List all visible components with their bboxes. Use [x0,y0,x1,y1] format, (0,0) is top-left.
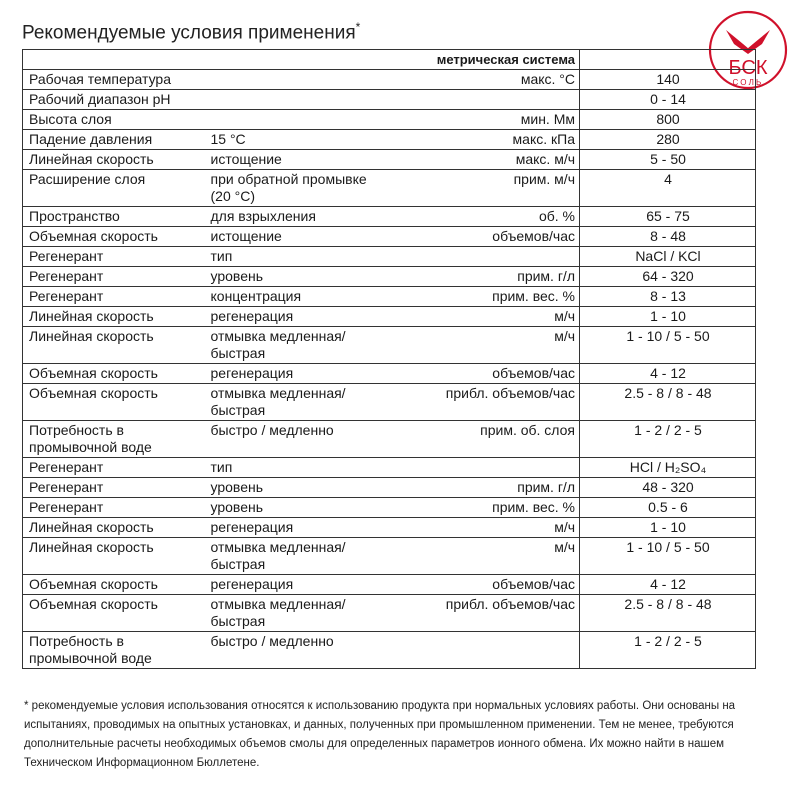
row-value: 48 - 320 [580,478,756,498]
row-value: 0.5 - 6 [580,498,756,518]
row-value: HCl / H₂SO₄ [580,458,756,478]
logo-subtext: СОЛЬ [732,78,764,87]
row-value: 1 - 2 / 2 - 5 [580,421,756,458]
row-parameter: Расширение слоя [23,170,205,207]
row-parameter: Линейная скорость [23,150,205,170]
row-condition: быстро / медленно [205,421,395,458]
row-parameter: Объемная скорость [23,364,205,384]
table-row [23,538,756,575]
row-condition: отмывка медленная/быстрая [205,595,395,632]
row-condition: концентрация [205,287,395,307]
row-value: 4 - 12 [580,575,756,595]
logo-text: БСК [728,57,768,79]
row-parameter: Линейная скорость [23,307,205,327]
row-value: 8 - 13 [580,287,756,307]
row-unit: макс. м/ч [395,150,580,170]
row-unit: м/ч [395,518,580,538]
table-row [23,90,756,110]
row-parameter: Объемная скорость [23,384,205,421]
row-unit: объемов/час [395,227,580,247]
row-condition [205,70,395,90]
footnote: * рекомендуемые условия использования относятся к использованию продукта при нормальных условиях работы. Они основаны на испытаниях, проводимых на опытных установках, и данных, полученных при промышленном применении. Тем не менее, требуются дополнительные расчеты необходимых объемов смолы для определенных параметров ионного обмена. Их можно найти в нашем Техническом Информационном Бюллетене. [24,700,736,769]
row-value: 4 [580,170,756,207]
table-row [23,327,756,364]
header-units: метрическая система [395,50,580,70]
row-unit: макс. °C [395,70,580,90]
table-row [23,518,756,538]
table-row [23,364,756,384]
row-value: 1 - 2 / 2 - 5 [580,632,756,669]
row-condition: регенерация [205,307,395,327]
row-parameter: Потребность в промывочной воде [23,632,205,669]
row-unit: объемов/час [395,575,580,595]
table-row [23,478,756,498]
row-value: 4 - 12 [580,364,756,384]
row-condition: тип [205,458,395,478]
row-unit: м/ч [395,307,580,327]
table-row [23,421,756,458]
row-unit [395,632,580,669]
row-condition: тип [205,247,395,267]
row-unit: прибл. объемов/час [395,384,580,421]
conditions-table [22,49,756,669]
row-parameter: Высота слоя [23,110,205,130]
page-title: Рекомендуемые условия применения* [22,20,361,44]
row-unit: об. % [395,207,580,227]
table-row [23,307,756,327]
row-condition: уровень [205,498,395,518]
row-unit [395,247,580,267]
row-condition: уровень [205,267,395,287]
header-value [580,50,756,70]
table-row [23,110,756,130]
table-row [23,267,756,287]
row-parameter: Потребность в промывочной воде [23,421,205,458]
row-value: 5 - 50 [580,150,756,170]
row-condition: регенерация [205,364,395,384]
table-row [23,575,756,595]
row-unit: прибл. объемов/час [395,595,580,632]
row-parameter: Пространство [23,207,205,227]
table-row [23,384,756,421]
row-unit: прим. об. слоя [395,421,580,458]
row-value: 1 - 10 / 5 - 50 [580,327,756,364]
row-parameter: Регенерант [23,247,205,267]
row-value: NaCl / KCl [580,247,756,267]
table-row [23,70,756,90]
row-unit [395,90,580,110]
table-row [23,150,756,170]
row-condition: регенерация [205,575,395,595]
row-unit: м/ч [395,538,580,575]
row-value: 8 - 48 [580,227,756,247]
row-value: 800 [580,110,756,130]
row-parameter: Рабочий диапазон pH [23,90,205,110]
row-value: 280 [580,130,756,150]
table-row [23,287,756,307]
row-value: 1 - 10 [580,518,756,538]
row-parameter: Линейная скорость [23,518,205,538]
row-condition: истощение [205,227,395,247]
row-parameter: Линейная скорость [23,327,205,364]
row-condition [205,110,395,130]
table-row [23,130,756,150]
table-row [23,247,756,267]
row-parameter: Регенерант [23,267,205,287]
table-row [23,458,756,478]
row-condition: 15 °C [205,130,395,150]
row-parameter: Регенерант [23,287,205,307]
row-condition: для взрыхления [205,207,395,227]
row-value: 2.5 - 8 / 8 - 48 [580,384,756,421]
row-unit: объемов/час [395,364,580,384]
row-parameter: Регенерант [23,498,205,518]
table-header-row [23,50,756,70]
row-parameter: Падение давления [23,130,205,150]
row-unit: мин. Мм [395,110,580,130]
row-unit [395,458,580,478]
table-row [23,498,756,518]
title-footnote-mark: * [355,20,361,34]
row-unit: м/ч [395,327,580,364]
row-unit: прим. вес. % [395,498,580,518]
row-parameter: Линейная скорость [23,538,205,575]
table-row [23,170,756,207]
row-condition: отмывка медленная/быстрая [205,538,395,575]
table-row [23,227,756,247]
row-parameter: Объемная скорость [23,575,205,595]
row-condition: быстро / медленно [205,632,395,669]
row-parameter: Объемная скорость [23,595,205,632]
row-unit: прим. г/л [395,478,580,498]
row-condition: истощение [205,150,395,170]
row-condition: отмывка медленная/быстрая [205,327,395,364]
row-value: 1 - 10 / 5 - 50 [580,538,756,575]
row-condition [205,90,395,110]
row-parameter: Регенерант [23,478,205,498]
row-unit: прим. г/л [395,267,580,287]
table-row [23,595,756,632]
row-unit: прим. вес. % [395,287,580,307]
row-parameter: Регенерант [23,458,205,478]
row-value: 2.5 - 8 / 8 - 48 [580,595,756,632]
row-value: 1 - 10 [580,307,756,327]
row-unit: прим. м/ч [395,170,580,207]
row-parameter: Рабочая температура [23,70,205,90]
row-condition: при обратной промывке (20 °C) [205,170,395,207]
row-condition: отмывка медленная/быстрая [205,384,395,421]
table-row [23,207,756,227]
row-unit: макс. кПа [395,130,580,150]
row-condition: уровень [205,478,395,498]
row-value: 64 - 320 [580,267,756,287]
row-parameter: Объемная скорость [23,227,205,247]
row-value: 140 [580,70,756,90]
row-condition: регенерация [205,518,395,538]
row-value: 65 - 75 [580,207,756,227]
table-row [23,632,756,669]
row-value: 0 - 14 [580,90,756,110]
